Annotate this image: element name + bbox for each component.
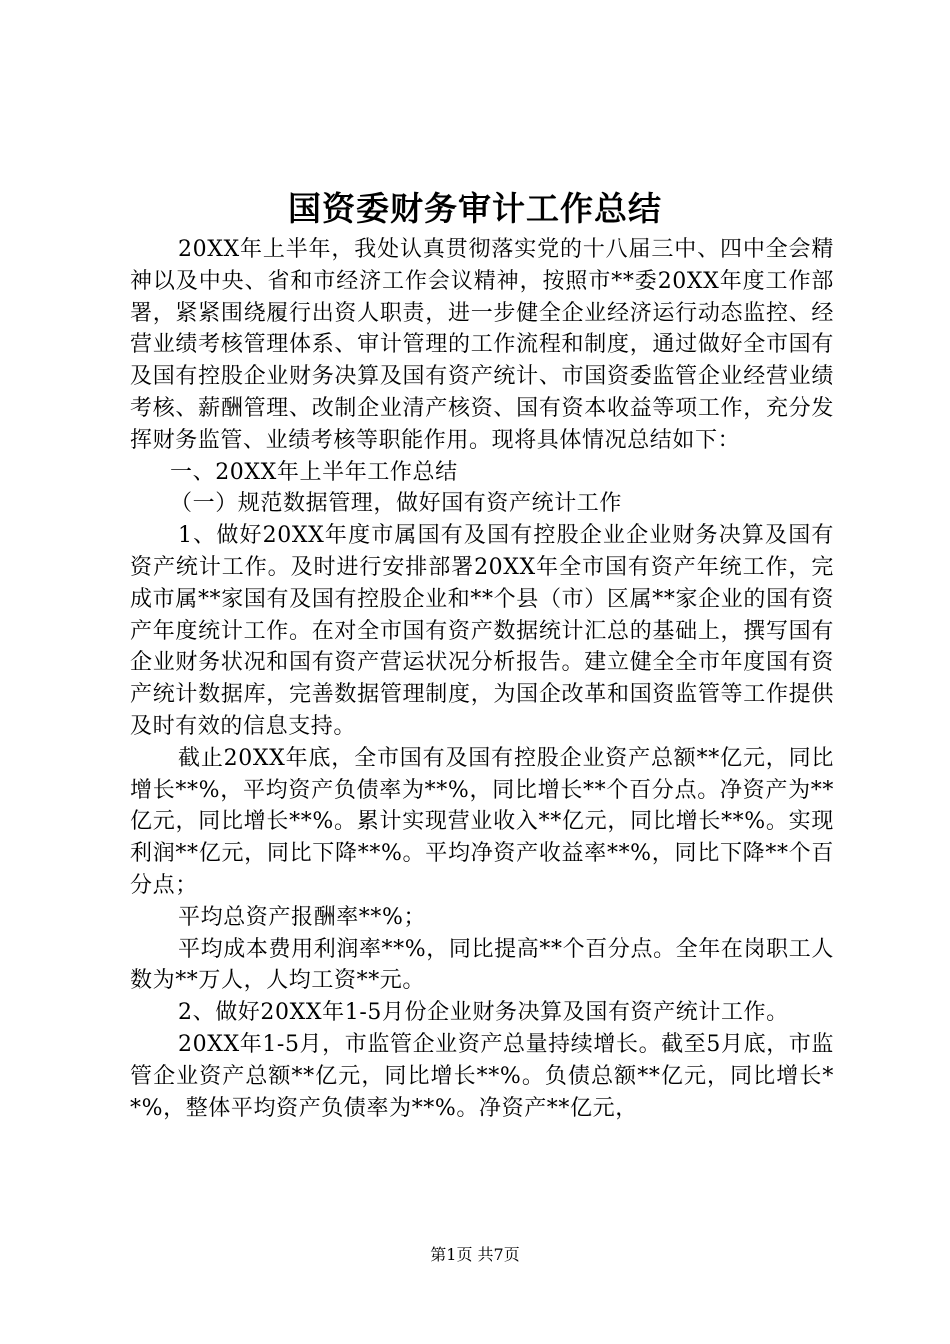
page-footer: 第1页 共7页 (430, 1245, 520, 1264)
paragraph-item-1: 1、做好20XX年度市属国有及国有控股企业企业财务决算及国有资产统计工作。及时进行安排部署20XX年全市国有资产年统工作，完成市属**家国有及国有控股企业和**个县（市）区属**家企业的国有资产年度统计工作。在对全市国有资产数据统计汇总的基础上，撰写国有企业财务状况和国有资产营运状况分析报告。建立健全全市年度国有资产统计数据库，完善数据管理制度，为国企改革和国资监管等工作提供及时有效的信息支持。 (130, 523, 834, 739)
paragraph-monthly-stats: 20XX年1-5月，市监管企业资产总量持续增长。截至5月底，市监管企业资产总额**亿元，同比增长**%。负债总额**亿元，同比增长**%，整体平均资产负债率为**%。净资产**亿元， (130, 1031, 834, 1121)
paragraph-item-2: 2、做好20XX年1-5月份企业财务决算及国有资产统计工作。 (178, 1000, 789, 1026)
subsection-heading: （一）规范数据管理，做好国有资产统计工作 (170, 491, 623, 517)
section-heading: 一、20XX年上半年工作总结 (170, 459, 458, 485)
paragraph-intro: 20XX年上半年，我处认真贯彻落实党的十八届三中、四中全会精神以及中央、省和市经济工作会议精神，按照市**委20XX年度工作部署，紧紧围绕履行出资人职责，进一步健全企业经济运行动态监控、经营业绩考核管理体系、审计管理的工作流程和制度，通过做好全市国有及国有控股企业财务决算及国有资产统计、市国资委监管企业经营业绩考核、薪酬管理、改制企业清产核资、国有资本收益等项工作，充分发挥财务监管、业绩考核等职能作用。现将具体情况总结如下： (130, 237, 834, 453)
document-title: 国资委财务审计工作总结 (288, 189, 662, 228)
paragraph-cost-profit: 平均成本费用利润率**%，同比提高**个百分点。全年在岗职工人数为**万人，人均工资**元。 (130, 936, 834, 994)
paragraph-asset-return: 平均总资产报酬率**%； (178, 904, 427, 930)
paragraph-year-end-stats: 截止20XX年底，全市国有及国有控股企业资产总额**亿元，同比增长**%，平均资产负债率为**%，同比增长**个百分点。净资产为**亿元，同比增长**%。累计实现营业收入**亿元，同比增长**%。实现利润**亿元，同比下降**%。平均净资产收益率**%，同比下降**个百分点； (130, 745, 834, 898)
document-body (130, 234, 834, 1124)
